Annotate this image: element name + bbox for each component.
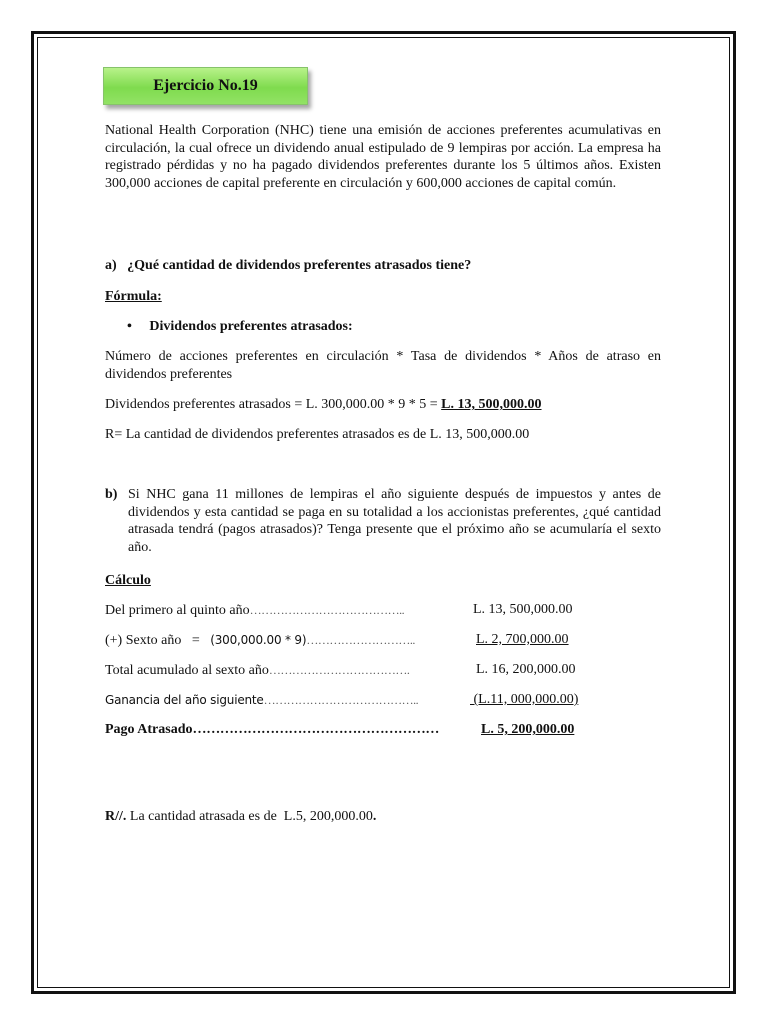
- calc-row-1-dots: …………………………………..: [249, 603, 405, 617]
- answer-prefix: R//.: [105, 809, 127, 824]
- calc-row-5-dots: ………………………………………………: [192, 722, 440, 737]
- calc-row-5-amount: L. 5, 200,000.00: [481, 722, 575, 737]
- bullet-dot-icon: •: [127, 319, 132, 334]
- answer-suffix: .: [372, 809, 377, 824]
- formula-calculation: [105, 396, 661, 414]
- calc-result: L. 13, 500,000.00: [441, 397, 542, 412]
- part-b-question-text: Si NHC gana 11 millones de lempiras el año siguiente después de impuestos y antes de dividendos y esta cantidad se paga en su totalidad a los accionistas preferentes, ¿qué cantidad atrasada tendrá (pagos atrasados)? Tenga presente que el próximo año se acumularía el sexto año.: [128, 487, 661, 555]
- calc-row-2-dots: ………………………..: [306, 633, 415, 647]
- calc-row-1: [105, 601, 404, 620]
- calc-row-4-amount: (L.11, 000,000.00): [470, 692, 579, 707]
- calc-row-3: [105, 661, 409, 680]
- calc-row-4-dots: …………………………………..: [263, 693, 419, 707]
- calc-row-4: [105, 691, 418, 710]
- part-b-answer: [105, 808, 661, 826]
- formula-text: Número de acciones preferentes en circulación * Tasa de dividendos * Años de atraso en dividendos preferentes: [105, 349, 661, 382]
- part-a-question-text: ¿Qué cantidad de dividendos preferentes atrasados tiene?: [127, 258, 472, 273]
- calc-text: Dividendos preferentes atrasados = L. 300,000.00 * 9 * 5 =: [105, 397, 442, 412]
- part-b-label: b): [105, 487, 118, 502]
- part-a-question: [105, 257, 661, 275]
- calc-row-2-formula: (300,000.00 * 9): [210, 633, 307, 647]
- calc-row-4-label: Ganancia del año siguiente: [105, 693, 264, 707]
- part-a-label: a): [105, 258, 117, 273]
- formula-heading: Fórmula:: [105, 289, 162, 304]
- bullet-text: Dividendos preferentes atrasados:: [149, 319, 353, 334]
- bullet-item: [127, 318, 353, 336]
- answer-text: La cantidad atrasada es de L.5, 200,000.00: [126, 809, 373, 824]
- calc-row-3-amount: L. 16, 200,000.00: [476, 662, 576, 677]
- part-a-answer: R= La cantidad de dividendos preferentes atrasados es de L. 13, 500,000.00: [105, 427, 530, 442]
- calc-row-3-label: Total acumulado al sexto año: [105, 663, 269, 678]
- calc-row-1-label: Del primero al quinto año: [105, 603, 250, 618]
- calc-row-2-amount: L. 2, 700,000.00: [476, 632, 569, 647]
- calc-row-3-dots: ……………………………….: [268, 663, 410, 677]
- intro-paragraph: National Health Corporation (NHC) tiene una emisión de acciones preferentes acumulativas en circulación, la cual ofrece un dividendo anual estipulado de 9 lempiras por acción. La empresa ha registrado pérdidas y no ha pagado dividendos preferentes durante los 5 últimos años. Existen 300,000 acciones de capital preferente en circulación y 600,000 acciones de capital común.: [105, 123, 661, 191]
- calc-row-2: [105, 631, 415, 650]
- exercise-title: Ejercicio No.19: [103, 67, 308, 105]
- calc-row-5-label: Pago Atrasado: [105, 722, 193, 737]
- calc-row-5: [105, 721, 439, 739]
- calc-row-2-label: (+) Sexto año =: [105, 633, 211, 648]
- calc-heading: Cálculo: [105, 573, 151, 588]
- part-b-question: [105, 486, 661, 556]
- calc-row-1-amount: L. 13, 500,000.00: [473, 602, 573, 617]
